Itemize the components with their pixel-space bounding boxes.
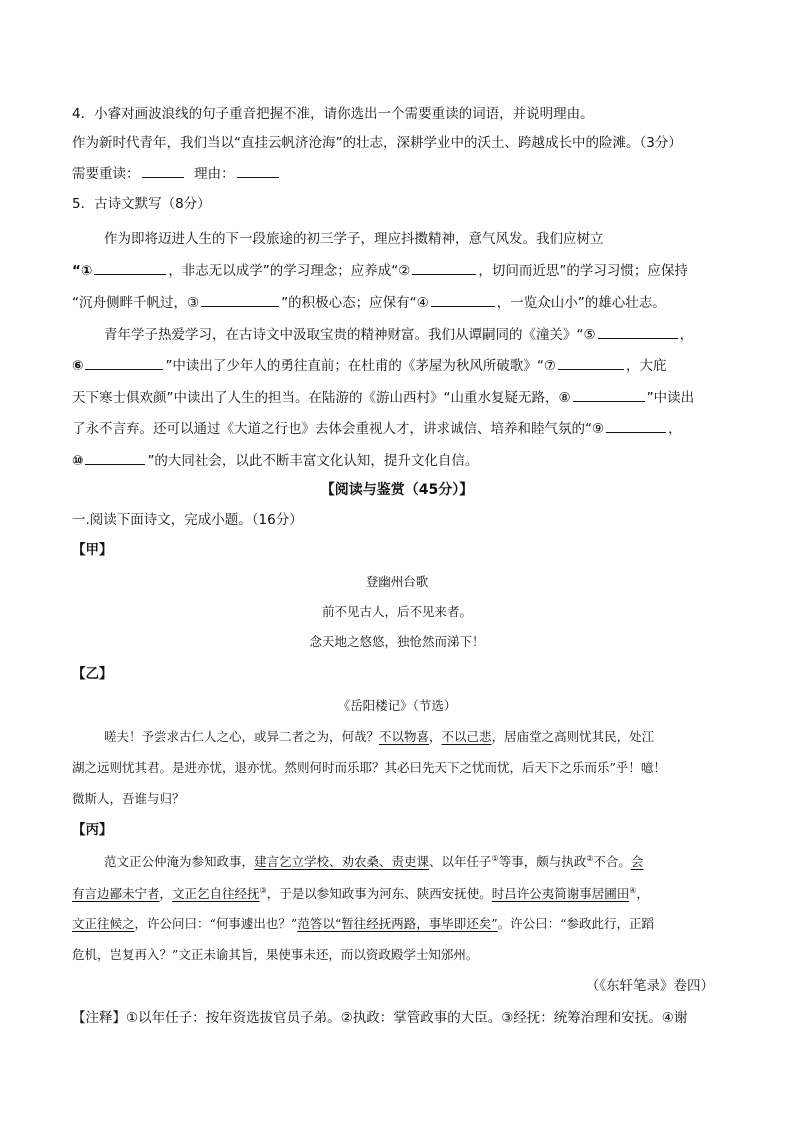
text-seg: ，非志无以成学”的学习理念；应养成“②	[168, 263, 411, 279]
q4-answer-line	[72, 163, 281, 184]
text-seg: ，大庇	[626, 358, 667, 374]
text-seg: 青年学子热爱学习，在古诗文中汲取宝贵的精神财富。我们从谭嗣同的《潼关》“⑤	[104, 327, 596, 343]
blank-10-label: ⑩	[72, 453, 84, 469]
text-seg: 等事，颇与执政	[498, 854, 587, 869]
poem-line-2: 念天地之悠悠，独怆然而涕下！	[309, 634, 485, 649]
text-seg: 天下寒士俱欢颜”中读出了人生的担当。在陆游的《游山西村》“山重水复疑无路，⑧	[72, 390, 571, 406]
text-seg: ，一览众山小”的雄心壮志。	[496, 295, 666, 311]
text-seg: ，切问而近思”的学习习惯；应保持	[478, 263, 688, 279]
bing-line-3	[72, 914, 654, 934]
q4-stress-label: 需要重读：	[72, 166, 140, 182]
text-seg: ，许公问曰：“何事遽出也？”	[134, 916, 298, 931]
underlined-phrase: 不以己悲	[441, 729, 492, 744]
footnote-ref: ②	[586, 853, 594, 863]
text-seg: ，	[159, 886, 173, 901]
source-citation: （《东轩笔录》卷四）	[585, 978, 714, 994]
blank-8[interactable]	[573, 387, 645, 402]
bing-line-4: 危机，岂复再入？”文正未谕其旨，果使事未还，而以资政殿学士知邠州。	[72, 947, 479, 962]
footnote-ref: ④	[629, 885, 637, 895]
q5-p2-line4	[72, 418, 682, 439]
q5-p1-line3	[72, 292, 666, 313]
text-seg: ，	[668, 421, 682, 437]
text-seg: ，	[679, 327, 694, 343]
underlined-phrase: 不以物喜	[379, 729, 430, 744]
underlined-phrase: 文正往候之	[72, 916, 135, 931]
underlined-phrase: 会	[630, 854, 644, 869]
q4-reason-blank[interactable]	[237, 163, 279, 178]
label-yi: 【乙】	[72, 666, 113, 682]
text-seg: 范文正公仲淹为参知政事，	[104, 854, 255, 869]
notes: 【注释】①以年任子：按年资选拔官员子弟。②执政：掌管政事的大臣。③经抚：统筹治理和安抚。④谢	[72, 1010, 688, 1026]
blank-10[interactable]	[85, 450, 145, 465]
text-seg: 嗟夫！予尝求古仁人之心，或异二者之为，何哉？	[104, 729, 380, 744]
blank-4[interactable]	[431, 292, 495, 307]
text-seg: ，于是以参知政事为河东、陕西安抚使。	[266, 886, 492, 901]
text-seg: ”的大同社会，以此不断丰富文化认知，提升文化自信。	[147, 453, 479, 469]
text-seg: 。许公曰：“参政此行，正蹈	[497, 916, 655, 931]
text-seg: ”中读出了少年人的勇往直前；在杜甫的《茅屋为秋风所破歌》“⑦	[165, 358, 557, 374]
q5-p2-line2	[72, 355, 667, 376]
text-seg: ，	[636, 886, 649, 901]
text-seg: “沉舟侧畔千帆过，③	[72, 295, 200, 311]
q5-p2-line1	[104, 324, 693, 345]
bing-line-2	[72, 884, 649, 904]
yi-line-2: 湖之远则忧其君。是进亦忧，退亦忧。然则何时而乐耶？其必曰先天下之忧而忧，后天下之乐而乐”乎！噫！	[72, 760, 666, 775]
text-seg: ，居庙堂之高则忧其民，处江	[491, 729, 655, 744]
blank-1-label: “①	[72, 263, 93, 279]
q4-stress-blank[interactable]	[142, 163, 184, 178]
blank-7[interactable]	[558, 355, 624, 370]
yi-line-1	[104, 727, 654, 747]
poem-title: 登幽州台歌	[365, 574, 429, 589]
q5-p1-line1: 作为即将迈进人生的下一段旅途的初三学子，理应抖擞精神，意气风发。我们应树立	[104, 231, 604, 247]
q4-sentence: 作为新时代青年，我们当以“直挂云帆济沧海”的壮志，深耕学业中的沃土、跨越成长中的险滩。（3分）	[72, 135, 682, 151]
bing-line-1	[104, 852, 643, 872]
blank-6[interactable]	[85, 355, 163, 370]
text-seg: ”的积极心态；应保有“④	[281, 295, 429, 311]
label-bing: 【丙】	[72, 822, 113, 838]
footnote-ref: ①	[491, 853, 499, 863]
text-seg: 不合。	[593, 854, 631, 869]
q5-title: 5．古诗文默写（8分）	[72, 196, 211, 212]
part1-intro: 一.阅读下面诗文，完成小题。（16分）	[72, 512, 303, 528]
blank-2[interactable]	[412, 260, 476, 275]
q5-p1-line2	[72, 260, 688, 281]
q5-p2-line5	[72, 450, 478, 471]
poem-line-1: 前不见古人，后不见来者。	[321, 604, 472, 619]
underlined-phrase: 时吕许公夷简谢事居圃田	[491, 886, 630, 901]
blank-1[interactable]	[94, 260, 166, 275]
yi-title: 《岳阳楼记》（节选）	[337, 698, 457, 713]
blank-5[interactable]	[598, 324, 678, 339]
blank-9[interactable]	[606, 418, 666, 433]
underlined-phrase: 范答以“暂往经抚两路，事毕即还矣”	[297, 916, 498, 931]
text-seg: 了永不言弃。还可以通过《大道之行也》去体会重视人才，讲求诚信、培养和睦气氛的“⑨	[72, 421, 605, 437]
q5-p2-line3	[72, 387, 694, 408]
yi-line-3: 微斯人，吾谁与归？	[72, 791, 185, 806]
text-seg: ，	[429, 729, 442, 744]
label-jia: 【甲】	[72, 542, 113, 558]
underlined-phrase: 文正乞自往经抚	[172, 886, 260, 901]
text-seg: 、以年任子	[429, 854, 492, 869]
underlined-phrase: 有言边鄙未宁者	[72, 886, 160, 901]
blank-6-label: ⑥	[72, 358, 84, 374]
q4-reason-label: 理由：	[194, 166, 235, 182]
section-header: 【阅读与鉴赏（45分）】	[320, 482, 474, 498]
blank-3[interactable]	[201, 292, 279, 307]
underlined-phrase: 建言乞立学校、劝农桑、责吏课	[254, 854, 430, 869]
footnote-ref: ③	[259, 885, 267, 895]
q4-title: 4．小睿对画波浪线的句子重音把握不准，请你选出一个需要重读的词语，并说明理由。	[72, 106, 594, 122]
text-seg: ”中读出	[646, 390, 695, 406]
